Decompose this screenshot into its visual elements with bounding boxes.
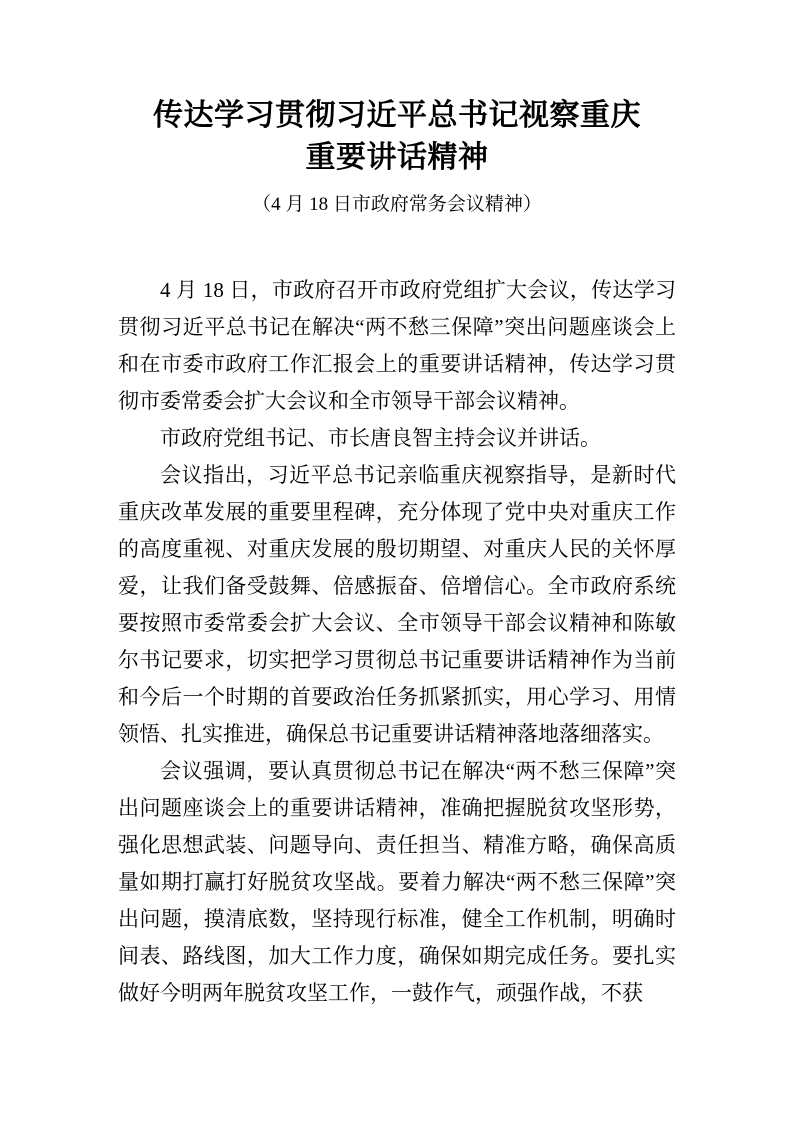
paragraph-3: 会议指出，习近平总书记亲临重庆视察指导，是新时代重庆改革发展的重要里程碑，充分体现了党中央对重庆工作的高度重视、对重庆发展的殷切期望、对重庆人民的关怀厚爱，让我们备受鼓舞、倍感振奋、倍增信心。全市政府系统要按照市委常委会扩大会议、全市领导干部会议精神和陈敏尔书记要求，切实把学习贯彻总书记重要讲话精神作为当前和今后一个时期的首要政治任务抓紧抓实，用心学习、用情领悟、扎实推进，确保总书记重要讲话精神落地落细落实。 xyxy=(118,463,676,746)
document-title-line-1: 传达学习贯彻习近平总书记视察重庆 xyxy=(153,99,641,132)
document-title xyxy=(118,95,676,179)
paragraph-2: 市政府党组书记、市长唐良智主持会议并讲话。 xyxy=(160,426,601,450)
document-body xyxy=(118,272,676,1012)
document-subtitle: （4 月 18 日市政府常务会议精神） xyxy=(252,194,542,215)
paragraph-4: 会议强调，要认真贯彻总书记在解决“两不愁三保障”突出问题座谈会上的重要讲话精神，准确把握脱贫攻坚形势，强化思想武装、问题导向、责任担当、精准方略，确保高质量如期打赢打好脱贫攻坚战。要着力解决“两不愁三保障”突出问题，摸清底数，坚持现行标准，健全工作机制，明确时间表、路线图，加大工作力度，确保如期完成任务。要扎实做好今明两年脱贫攻坚工作，一鼓作气，顽强作战，不获 xyxy=(118,759,676,1005)
document-title-line-2: 重要讲话精神 xyxy=(305,141,489,174)
paragraph-1: 4 月 18 日，市政府召开市政府党组扩大会议，传达学习贯彻习近平总书记在解决“两不愁三保障”突出问题座谈会上和在市委市政府工作汇报会上的重要讲话精神，传达学习贯彻市委常委会扩大会议和全市领导干部会议精神。 xyxy=(118,278,676,413)
